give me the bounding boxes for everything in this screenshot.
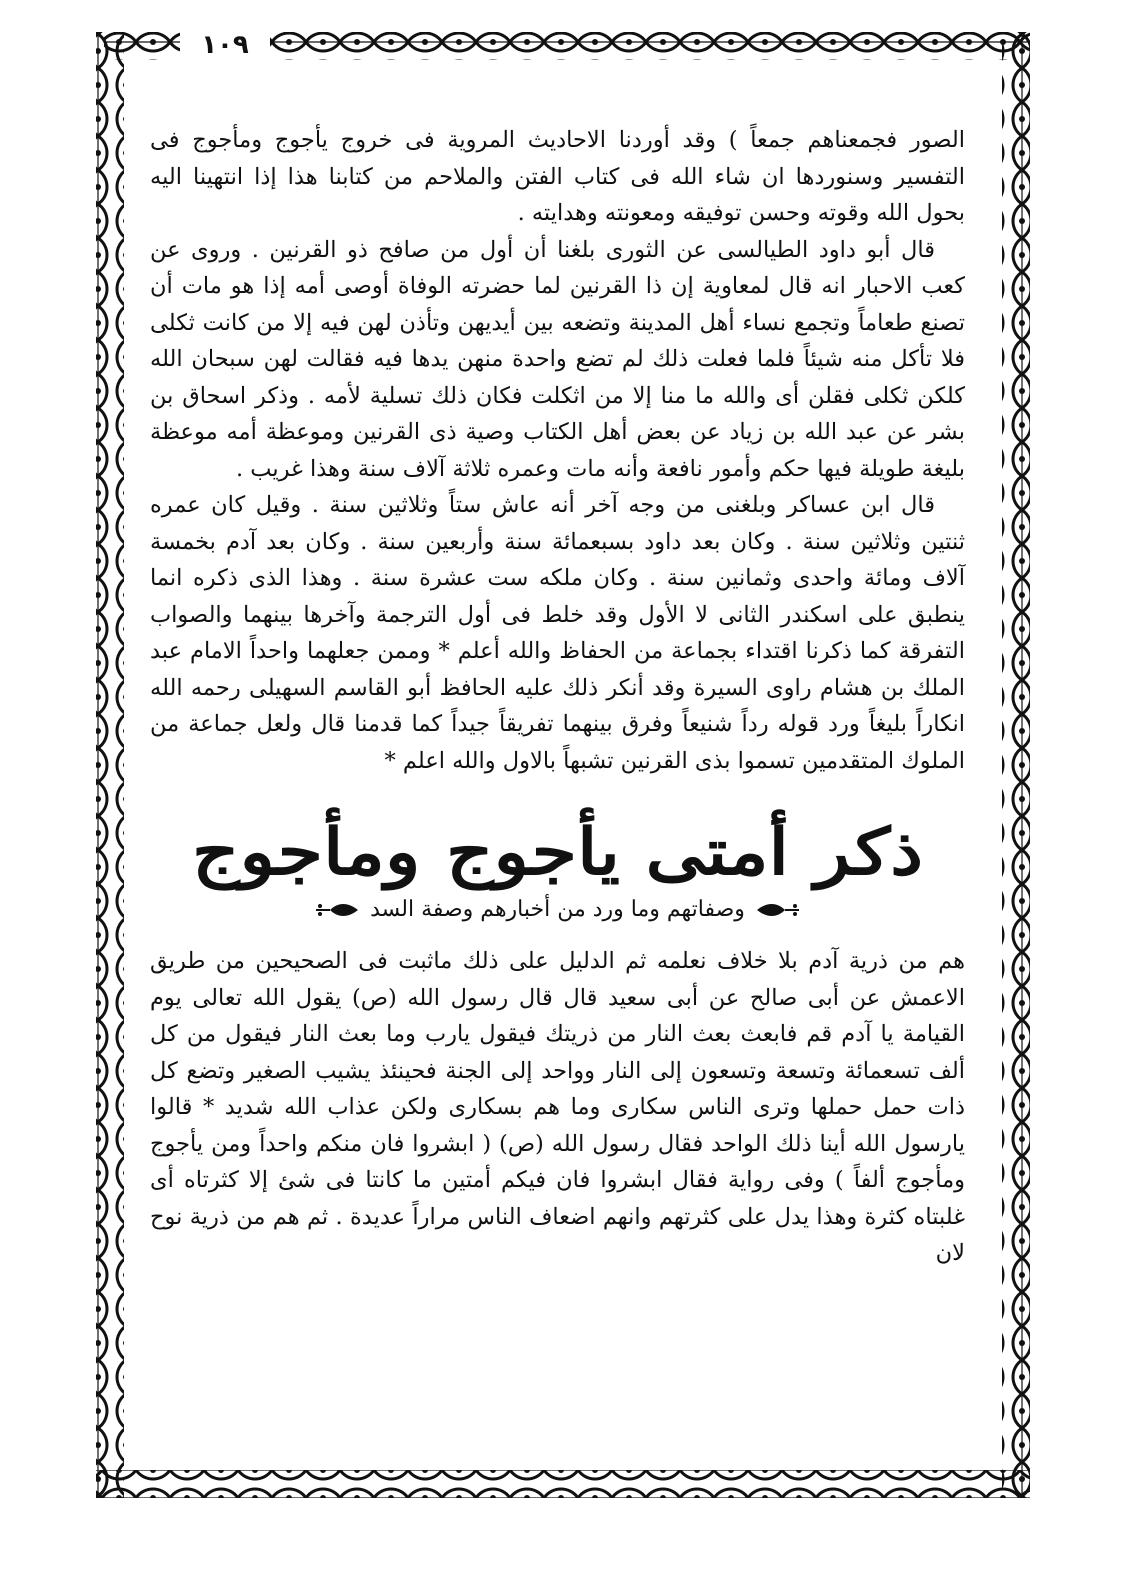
section-subtitle-row bbox=[150, 895, 965, 925]
page-number: ١٠٩ bbox=[180, 22, 270, 68]
leaf-flourish-icon bbox=[755, 900, 801, 920]
leaf-flourish-icon bbox=[314, 900, 360, 920]
paragraph: الصور فجمعناهم جمعاً ) وقد أوردنا الاحاديث المروية فى خروج يأجوج ومأجوج فى التفسير وسنوردها ان شاء الله فى كتاب الفتن والملاحم من كتابنا هذا إذا انتهينا اليه بحول الله وقوته وحسن توفيقه ومعونته وهدايته . bbox=[150, 127, 965, 226]
paragraph: قال أبو داود الطيالسى عن الثورى بلغنا أن أول من صافح ذو القرنين . وروى عن كعب الاحبار انه قال لمعاوية إن ذا القرنين لما حضرته الوفاة أوصى أمه إذا هو مات أن تصنع طعاماً وتجمع نساء أهل المدينة وتضعه بين أيديهن وتأذن لهن فيه إلا من كانت ثكلى فلا تأكل منه شيئاً فلما فعلت ذلك لم تضع واحدة منهن يدها فيه فقالت لهن سبحان الله كلكن ثكلى فقلن أى والله ما منا إلا من اثكلت فكان ذلك تسلية لأمه . وذكر اسحاق بن بشر عن عبد الله بن زياد عن بعض أهل الكتاب وصية ذى القرنين وموعظة أمه موعظة بليغة طويلة فيها حكم وأمور نافعة وأنه مات وعمره ثلاثة آلاف سنة وهذا غريب . bbox=[150, 236, 965, 482]
section-title: ذكر أمتى يأجوج ومأجوج bbox=[191, 815, 924, 890]
section-subtitle: وصفاتهم وما ورد من أخبارهم وصفة السد bbox=[370, 897, 745, 922]
page-content bbox=[150, 122, 965, 1462]
paragraph: هم من ذرية آدم بلا خلاف نعلمه ثم الدليل على ذلك ماثبت فى الصحيحين من طريق الاعمش عن أبى صالح عن أبى سعيد قال قال رسول الله (ص) يقول الله تعالى يوم القيامة يا آدم قم فابعث بعث النار من ذريتك فيقول يارب وما بعث النار فيقول من كل ألف تسعمائة وتسعة وتسعون إلى النار وواحد إلى الجنة فحينئذ يشيب الصغير وتضع كل ذات حمل حملها وترى الناس سكارى وما هم بسكارى ولكن عذاب الله شديد * قالوا يارسول الله أينا ذلك الواحد فقال رسول الله (ص) ( ابشروا فان منكم واحداً ومن يأجوج ومأجوج ألفاً ) وفى رواية فقال ابشروا فان فيكم أمتين ما كانتا فى شئ إلا كثرتاه أى غلبتاه كثرة وهذا يدل على كثرتهم وانهم اضعاف الناس مراراً عديدة . ثم هم من ذرية نوح لان bbox=[150, 948, 965, 1266]
paragraph: قال ابن عساكر وبلغنى من وجه آخر أنه عاش ستاً وثلاثين سنة . وقيل كان عمره ثنتين وثلاثين سنة . وكان بعد داود بسبعمائة سنة وأربعين سنة . وكان بعد آدم بخمسة آلاف ومائة واحدى وثمانين سنة . وكان ملكه ست عشرة سنة . وهذا الذى ذكره انما ينطبق على اسكندر الثانى لا الأول وقد خلط فى أول الترجمة وآخرها بينهما والصواب التفرقة كما ذكرنا اقتداء بجماعة من الحفاظ والله أعلم * وممن جعلهما واحداً الامام عبد الملك بن هشام راوى السيرة وقد أنكر ذلك عليه الحافظ أبو القاسم السهيلى رحمه الله انكاراً بليغاً ورد قوله رداً شنيعاً وفرق بينهما تفريقاً جيداً كما قدمنا قال ولعل جماعة من الملوك المتقدمين تسموا بذى القرنين تشبهاً بالاول والله اعلم * bbox=[150, 492, 965, 774]
